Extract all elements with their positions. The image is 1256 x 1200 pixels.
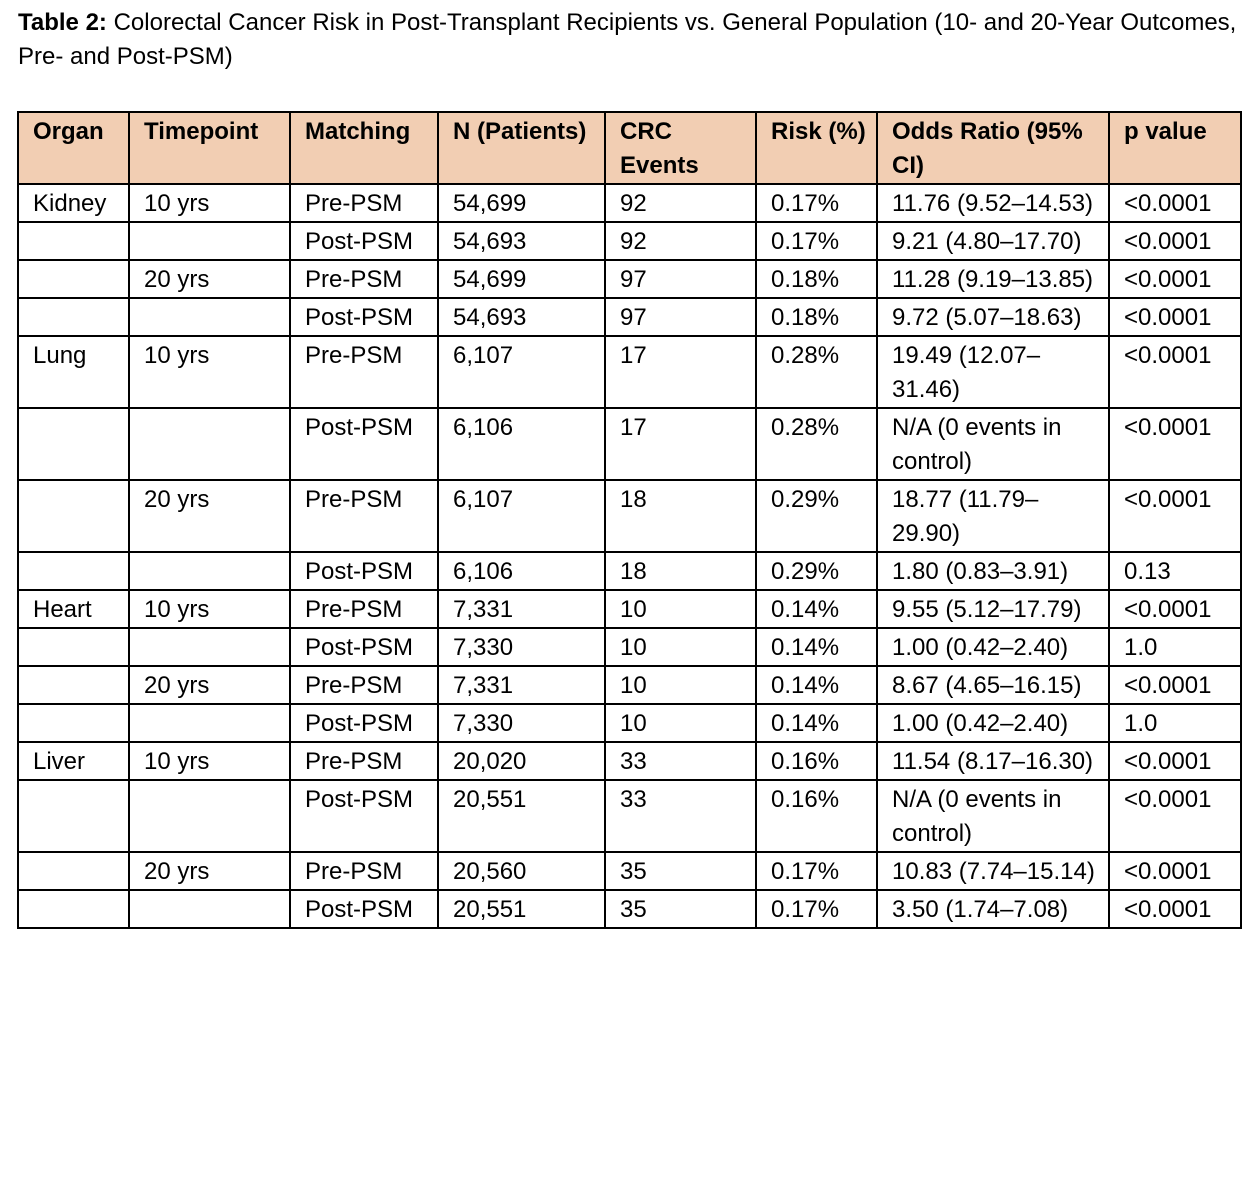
table-row bbox=[18, 222, 1241, 260]
cell-n-patients: 20,560 bbox=[438, 852, 605, 890]
table-row bbox=[18, 336, 1241, 408]
table-row bbox=[18, 852, 1241, 890]
cell-organ bbox=[18, 408, 129, 480]
table-row bbox=[18, 480, 1241, 552]
table-row bbox=[18, 260, 1241, 298]
cell-n-patients: 20,551 bbox=[438, 780, 605, 852]
cell-p-value: <0.0001 bbox=[1109, 408, 1241, 480]
cell-organ bbox=[18, 852, 129, 890]
cell-matching: Pre-PSM bbox=[290, 184, 438, 222]
table-caption bbox=[18, 6, 1243, 74]
cell-timepoint: 10 yrs bbox=[129, 184, 290, 222]
cell-crc-events: 33 bbox=[605, 780, 756, 852]
cell-timepoint: 20 yrs bbox=[129, 852, 290, 890]
cell-organ bbox=[18, 704, 129, 742]
cell-risk: 0.18% bbox=[756, 260, 877, 298]
table-row bbox=[18, 890, 1241, 928]
cell-n-patients: 54,693 bbox=[438, 222, 605, 260]
header-p-value: p value bbox=[1109, 112, 1241, 184]
table-row bbox=[18, 780, 1241, 852]
cell-matching: Pre-PSM bbox=[290, 260, 438, 298]
cell-crc-events: 97 bbox=[605, 298, 756, 336]
cell-timepoint: 10 yrs bbox=[129, 742, 290, 780]
cell-crc-events: 17 bbox=[605, 336, 756, 408]
cell-risk: 0.29% bbox=[756, 552, 877, 590]
cell-organ bbox=[18, 780, 129, 852]
cell-n-patients: 6,107 bbox=[438, 480, 605, 552]
cell-odds-ratio: 10.83 (7.74–15.14) bbox=[877, 852, 1109, 890]
cell-organ bbox=[18, 666, 129, 704]
cell-crc-events: 10 bbox=[605, 590, 756, 628]
table-row bbox=[18, 742, 1241, 780]
header-row bbox=[18, 112, 1241, 184]
cell-matching: Pre-PSM bbox=[290, 742, 438, 780]
cell-odds-ratio: 9.55 (5.12–17.79) bbox=[877, 590, 1109, 628]
cell-n-patients: 7,330 bbox=[438, 704, 605, 742]
cell-organ bbox=[18, 298, 129, 336]
cell-organ: Liver bbox=[18, 742, 129, 780]
cell-n-patients: 6,107 bbox=[438, 336, 605, 408]
cell-n-patients: 6,106 bbox=[438, 552, 605, 590]
cell-matching: Pre-PSM bbox=[290, 336, 438, 408]
cell-n-patients: 6,106 bbox=[438, 408, 605, 480]
cell-p-value: <0.0001 bbox=[1109, 666, 1241, 704]
table-row bbox=[18, 628, 1241, 666]
cell-crc-events: 10 bbox=[605, 704, 756, 742]
cell-crc-events: 92 bbox=[605, 184, 756, 222]
cell-risk: 0.14% bbox=[756, 590, 877, 628]
cell-risk: 0.29% bbox=[756, 480, 877, 552]
cell-timepoint: 10 yrs bbox=[129, 590, 290, 628]
cell-p-value: <0.0001 bbox=[1109, 742, 1241, 780]
cell-n-patients: 7,330 bbox=[438, 628, 605, 666]
cell-odds-ratio: 3.50 (1.74–7.08) bbox=[877, 890, 1109, 928]
cell-timepoint bbox=[129, 628, 290, 666]
cell-crc-events: 97 bbox=[605, 260, 756, 298]
cell-p-value: <0.0001 bbox=[1109, 480, 1241, 552]
cell-timepoint bbox=[129, 780, 290, 852]
cell-risk: 0.14% bbox=[756, 704, 877, 742]
cell-timepoint: 20 yrs bbox=[129, 260, 290, 298]
cell-matching: Post-PSM bbox=[290, 890, 438, 928]
cell-n-patients: 20,551 bbox=[438, 890, 605, 928]
cell-p-value: <0.0001 bbox=[1109, 260, 1241, 298]
header-timepoint: Timepoint bbox=[129, 112, 290, 184]
header-crc-events: CRC Events bbox=[605, 112, 756, 184]
cell-crc-events: 17 bbox=[605, 408, 756, 480]
cell-timepoint: 20 yrs bbox=[129, 666, 290, 704]
cell-risk: 0.17% bbox=[756, 184, 877, 222]
cell-p-value: 1.0 bbox=[1109, 704, 1241, 742]
cell-matching: Pre-PSM bbox=[290, 590, 438, 628]
cell-organ bbox=[18, 480, 129, 552]
cell-p-value: <0.0001 bbox=[1109, 336, 1241, 408]
cell-p-value: <0.0001 bbox=[1109, 890, 1241, 928]
cell-odds-ratio: 19.49 (12.07–31.46) bbox=[877, 336, 1109, 408]
table-row bbox=[18, 704, 1241, 742]
table-row bbox=[18, 184, 1241, 222]
table-row bbox=[18, 666, 1241, 704]
cell-n-patients: 7,331 bbox=[438, 666, 605, 704]
cell-timepoint bbox=[129, 222, 290, 260]
caption-text: Colorectal Cancer Risk in Post-Transplant Recipients vs. General Population (10- and 20-Year Outcomes, Pre- and Post-PSM) bbox=[18, 9, 1237, 70]
cell-odds-ratio: 18.77 (11.79–29.90) bbox=[877, 480, 1109, 552]
cell-organ bbox=[18, 890, 129, 928]
cell-n-patients: 54,699 bbox=[438, 184, 605, 222]
cell-timepoint: 20 yrs bbox=[129, 480, 290, 552]
cell-odds-ratio: 9.72 (5.07–18.63) bbox=[877, 298, 1109, 336]
cell-matching: Post-PSM bbox=[290, 704, 438, 742]
cell-crc-events: 35 bbox=[605, 852, 756, 890]
cell-timepoint bbox=[129, 704, 290, 742]
cell-timepoint bbox=[129, 890, 290, 928]
header-risk: Risk (%) bbox=[756, 112, 877, 184]
table-body bbox=[18, 184, 1241, 928]
crc-risk-table bbox=[17, 111, 1242, 929]
cell-matching: Post-PSM bbox=[290, 408, 438, 480]
cell-risk: 0.18% bbox=[756, 298, 877, 336]
cell-p-value: <0.0001 bbox=[1109, 222, 1241, 260]
cell-p-value: 1.0 bbox=[1109, 628, 1241, 666]
header-matching: Matching bbox=[290, 112, 438, 184]
cell-crc-events: 18 bbox=[605, 552, 756, 590]
cell-odds-ratio: 1.80 (0.83–3.91) bbox=[877, 552, 1109, 590]
cell-odds-ratio: N/A (0 events in control) bbox=[877, 408, 1109, 480]
caption-label: Table 2: bbox=[18, 9, 107, 36]
cell-odds-ratio: 11.76 (9.52–14.53) bbox=[877, 184, 1109, 222]
cell-organ: Lung bbox=[18, 336, 129, 408]
cell-matching: Post-PSM bbox=[290, 628, 438, 666]
cell-odds-ratio: 1.00 (0.42–2.40) bbox=[877, 628, 1109, 666]
cell-risk: 0.17% bbox=[756, 852, 877, 890]
cell-odds-ratio: N/A (0 events in control) bbox=[877, 780, 1109, 852]
cell-crc-events: 10 bbox=[605, 666, 756, 704]
cell-p-value: <0.0001 bbox=[1109, 780, 1241, 852]
cell-organ bbox=[18, 222, 129, 260]
cell-risk: 0.14% bbox=[756, 666, 877, 704]
header-odds-ratio: Odds Ratio (95% CI) bbox=[877, 112, 1109, 184]
cell-p-value: <0.0001 bbox=[1109, 852, 1241, 890]
cell-n-patients: 54,699 bbox=[438, 260, 605, 298]
cell-matching: Post-PSM bbox=[290, 222, 438, 260]
cell-risk: 0.16% bbox=[756, 780, 877, 852]
cell-organ bbox=[18, 628, 129, 666]
cell-crc-events: 18 bbox=[605, 480, 756, 552]
table-row bbox=[18, 590, 1241, 628]
cell-n-patients: 54,693 bbox=[438, 298, 605, 336]
cell-risk: 0.17% bbox=[756, 890, 877, 928]
cell-timepoint: 10 yrs bbox=[129, 336, 290, 408]
table-row bbox=[18, 298, 1241, 336]
cell-p-value: <0.0001 bbox=[1109, 590, 1241, 628]
header-organ: Organ bbox=[18, 112, 129, 184]
table-row bbox=[18, 408, 1241, 480]
cell-risk: 0.14% bbox=[756, 628, 877, 666]
cell-risk: 0.16% bbox=[756, 742, 877, 780]
cell-organ: Kidney bbox=[18, 184, 129, 222]
cell-risk: 0.28% bbox=[756, 408, 877, 480]
cell-odds-ratio: 1.00 (0.42–2.40) bbox=[877, 704, 1109, 742]
table-header bbox=[18, 112, 1241, 184]
cell-crc-events: 10 bbox=[605, 628, 756, 666]
header-n-patients: N (Patients) bbox=[438, 112, 605, 184]
cell-p-value: <0.0001 bbox=[1109, 298, 1241, 336]
cell-matching: Post-PSM bbox=[290, 552, 438, 590]
cell-matching: Pre-PSM bbox=[290, 480, 438, 552]
cell-crc-events: 92 bbox=[605, 222, 756, 260]
cell-risk: 0.17% bbox=[756, 222, 877, 260]
cell-timepoint bbox=[129, 552, 290, 590]
cell-risk: 0.28% bbox=[756, 336, 877, 408]
table-row bbox=[18, 552, 1241, 590]
cell-p-value: <0.0001 bbox=[1109, 184, 1241, 222]
cell-matching: Pre-PSM bbox=[290, 852, 438, 890]
cell-matching: Post-PSM bbox=[290, 780, 438, 852]
cell-organ bbox=[18, 552, 129, 590]
cell-n-patients: 20,020 bbox=[438, 742, 605, 780]
cell-odds-ratio: 8.67 (4.65–16.15) bbox=[877, 666, 1109, 704]
cell-matching: Pre-PSM bbox=[290, 666, 438, 704]
cell-p-value: 0.13 bbox=[1109, 552, 1241, 590]
cell-crc-events: 35 bbox=[605, 890, 756, 928]
cell-odds-ratio: 9.21 (4.80–17.70) bbox=[877, 222, 1109, 260]
cell-odds-ratio: 11.54 (8.17–16.30) bbox=[877, 742, 1109, 780]
cell-matching: Post-PSM bbox=[290, 298, 438, 336]
cell-organ bbox=[18, 260, 129, 298]
cell-crc-events: 33 bbox=[605, 742, 756, 780]
cell-organ: Heart bbox=[18, 590, 129, 628]
cell-odds-ratio: 11.28 (9.19–13.85) bbox=[877, 260, 1109, 298]
cell-timepoint bbox=[129, 298, 290, 336]
cell-n-patients: 7,331 bbox=[438, 590, 605, 628]
cell-timepoint bbox=[129, 408, 290, 480]
